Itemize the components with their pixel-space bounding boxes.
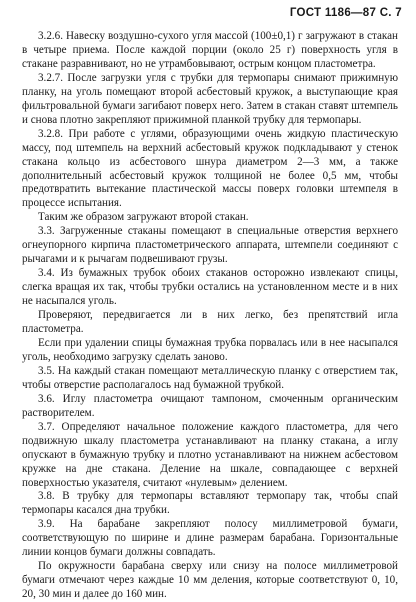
paragraph-3-5: 3.5. На каждый стакан помещают металлическую планку с отверстием так, чтобы отверстие располагалось над бумажной трубкой. [22,364,398,391]
paragraph-3-4: 3.4. Из бумажных трубок обоих стаканов осторожно извлекают спицы, слегка вращая их так, чтобы трубки остались на установленном месте и в них не насыпался уголь. [22,267,398,308]
paragraph-drum-marks: По окружности барабана сверху или снизу на полосе миллиметровой бумаги отмечают через каждые 10 мм деления, которые соответствуют 0, 10, 20, 30 мин и далее до 160 мин. [22,560,398,601]
paragraph-3-3: 3.3. Загруженные стаканы помещают в специальные отверстия верхнего огнеупорного кирпича пластометрического аппарата, штемпели соединяют с рычагами и к рычагам подвешивают грузы. [22,225,398,266]
document-body [22,30,398,602]
paragraph-3-6: 3.6. Иглу пластометра очищают тампоном, смоченным органическим растворителем. [22,392,398,419]
paragraph-3-2-7: 3.2.7. После загрузки угля с трубки для термопары снимают прижимную планку, на уголь помещают второй асбестовый кружок, а выступающие края фильтровальной бумаги загибают поверх него. Затем в стакан ставят штемпель и снова плотно закрепляют прижимной планкой трубку для термопары. [22,71,398,126]
paragraph-3-8: 3.8. В трубку для термопары вставляют термопару так, чтобы спай термопары касался дна трубки. [22,490,398,517]
paragraph-3-2-8: 3.2.8. При работе с углями, образующими очень жидкую пластическую массу, под штемпель на верхний асбестовый кружок подкладывают у стенок стакана кольцо из асбестового шнура диаметром 2—3 мм, а также дополнительный асбестовый кружок толщиной не более 0,5 мм, чтобы предотвратить вытекание пластической массы поверх головки штемпеля в процессе испытания. [22,127,398,210]
paragraph-3-7: 3.7. Определяют начальное положение каждого пластометра, для чего подвижную шкалу пластометра устанавливают на планку стакана, а иглу опускают в бумажную трубку и плотно устанавливают на нижнем асбестовом кружке на дне стакана. Деление на шкале, совпадающее с верхней поверхностью указателя, считают «нулевым» делением. [22,420,398,489]
paragraph-second-cup: Таким же образом загружают второй стакан. [38,211,249,224]
paragraph-3-9: 3.9. На барабане закрепляют полосу миллиметровой бумаги, соответствующую по ширине и длине размерам барабана. Горизонтальные линии концов бумаги должны совпадать. [22,518,398,559]
paragraph-3-2-6: 3.2.6. Навеску воздушно-сухого угля массой (100±0,1) г загружают в стакан в четыре приема. После каждой порции (около 25 г) поверхность угля в стакане разравнивают, но не утрамбовывают, острым концом пластометра. [22,30,398,70]
paragraph-reload: Если при удалении спицы бумажная трубка порвалась или в нее насыпался уголь, необходимо загрузку сделать заново. [22,336,398,363]
paragraph-check-needle: Проверяют, передвигается ли в них легко, без препятствий игла пластометра. [22,309,398,336]
page-header: ГОСТ 1186—87 С. 7 [289,7,402,19]
